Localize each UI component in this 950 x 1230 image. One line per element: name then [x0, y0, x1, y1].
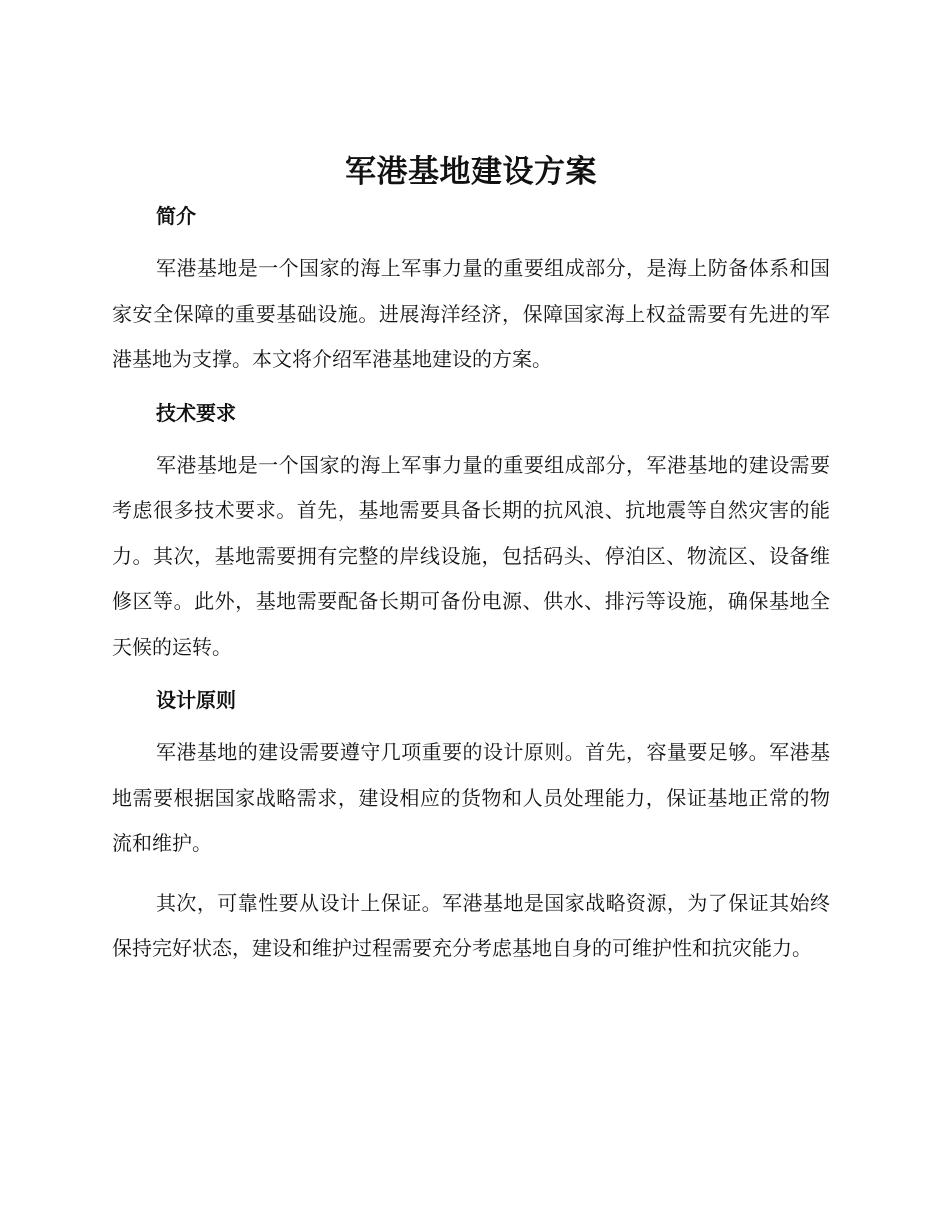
section-technical-requirements [112, 397, 830, 671]
section-intro [112, 200, 830, 383]
section-heading-design-principles: 设计原则 [156, 688, 236, 712]
paragraph-design-principles-2: 其次，可靠性要从设计上保证。军港基地是国家战略资源，为了保证其始终保持完好状态，建设和维护过程需要充分考虑基地自身的可维护性和抗灾能力。 [112, 890, 830, 960]
section-heading-technical-requirements: 技术要求 [156, 400, 236, 425]
paragraph-technical-requirements-1: 军港基地是一个国家的海上军事力量的重要组成部分，军港基地的建设需要考虑很多技术要求。首先，基地需要具备长期的抗风浪、抗地震等自然灾害的能力。其次，基地需要拥有完整的岸线设施，包括码头、停泊区、物流区、设备维修区等。此外，基地需要配备长期可备份电源、供水、排污等设施，确保基地全天候的运转。 [112, 452, 830, 659]
paragraph-intro-1: 军港基地是一个国家的海上军事力量的重要组成部分，是海上防备体系和国家安全保障的重要基础设施。进展海洋经济，保障国家海上权益需要有先进的军港基地为支撑。本文将介绍军港基地建设的方案。 [112, 256, 830, 371]
document-title: 军港基地建设方案 [345, 154, 597, 190]
section-heading-intro: 简介 [156, 204, 196, 228]
section-design-principles [112, 684, 830, 972]
document-page [112, 150, 830, 986]
paragraph-design-principles-1: 军港基地的建设需要遵守几项重要的设计原则。首先，容量要足够。军港基地需要根据国家战略需求，建设相应的货物和人员处理能力，保证基地正常的物流和维护。 [112, 740, 830, 855]
